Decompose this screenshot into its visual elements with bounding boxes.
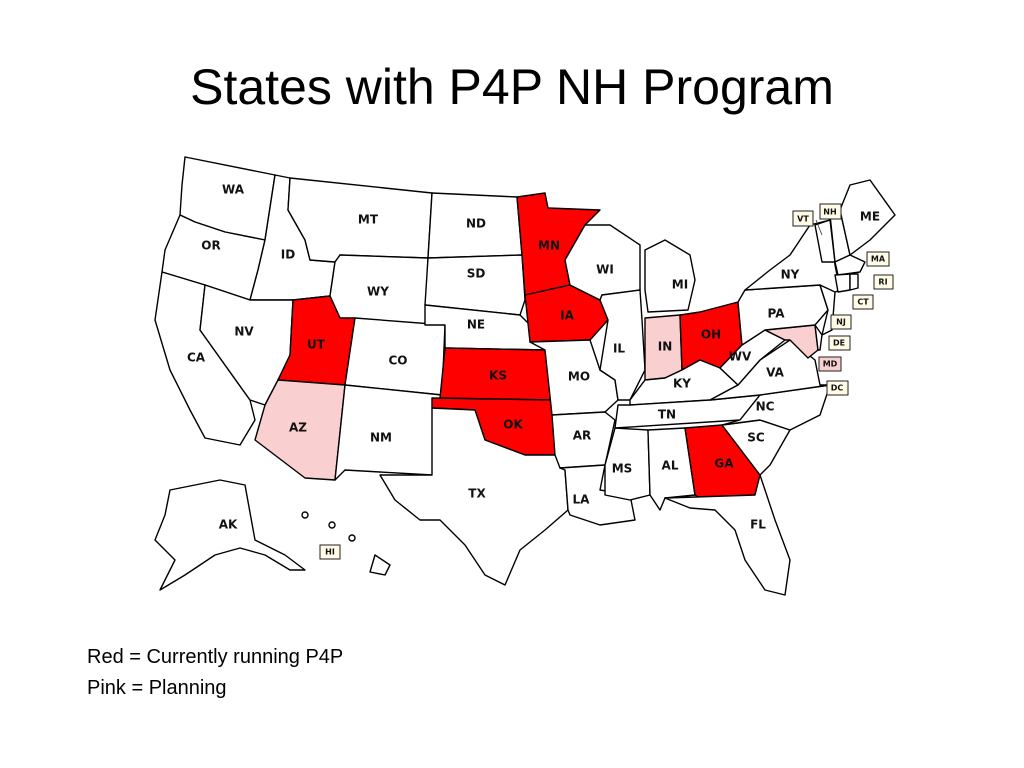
label-ms: MS <box>611 461 633 476</box>
label-mi: MI <box>671 277 689 292</box>
label-ga: GA <box>714 456 734 471</box>
label-ks: KS <box>489 368 507 383</box>
label-nc: NC <box>755 399 775 414</box>
label-pa: PA <box>767 306 785 321</box>
label-sd: SD <box>466 266 486 281</box>
label-ny: NY <box>780 267 800 282</box>
label-de: DE <box>832 338 846 348</box>
label-wa: WA <box>222 182 244 197</box>
label-dc: DC <box>830 383 844 393</box>
label-ar: AR <box>572 428 592 443</box>
label-wi: WI <box>596 262 614 277</box>
us-states-map <box>150 150 910 600</box>
label-hi: HI <box>325 547 335 557</box>
label-wv: WV <box>728 349 752 364</box>
label-ky: KY <box>673 376 691 391</box>
label-nj: NJ <box>836 317 846 327</box>
hi-island-1 <box>302 512 308 518</box>
label-ia: IA <box>560 308 574 323</box>
label-nm: NM <box>370 430 392 445</box>
label-fl: FL <box>750 517 766 532</box>
label-in: IN <box>657 339 673 354</box>
label-mn: MN <box>538 238 560 253</box>
label-va: VA <box>766 365 784 380</box>
label-ma: MA <box>870 254 886 264</box>
label-ok: OK <box>503 417 523 432</box>
label-co: CO <box>388 353 408 368</box>
us-map-svg <box>150 150 910 600</box>
label-il: IL <box>612 341 626 356</box>
label-ne: NE <box>466 317 486 332</box>
label-nd: ND <box>465 216 487 231</box>
label-la: LA <box>572 492 590 507</box>
state-hi <box>370 555 390 575</box>
label-tx: TX <box>468 486 486 501</box>
hi-island-2 <box>329 522 335 528</box>
label-wy: WY <box>367 284 389 299</box>
page-title: States with P4P NH Program <box>190 59 834 115</box>
hi-island-3 <box>349 535 355 541</box>
state-ri <box>850 274 858 290</box>
label-mt: MT <box>357 212 379 227</box>
label-oh: OH <box>700 327 722 342</box>
state-mi <box>645 240 695 312</box>
state-ct <box>835 274 850 292</box>
label-ct: CT <box>857 297 869 307</box>
label-or: OR <box>201 238 221 253</box>
label-ut: UT <box>307 337 325 352</box>
label-ri: RI <box>878 277 888 287</box>
label-tn: TN <box>657 407 677 422</box>
label-ca: CA <box>186 350 206 365</box>
legend <box>87 642 343 704</box>
label-mo: MO <box>567 369 591 384</box>
label-nv: NV <box>234 324 254 339</box>
label-me: ME <box>859 209 881 224</box>
label-md: MD <box>822 359 838 369</box>
label-al: AL <box>661 458 679 473</box>
label-nh: NH <box>823 207 837 217</box>
state-ak <box>155 480 305 590</box>
legend-running: Red = Currently running P4P <box>87 646 344 668</box>
label-vt: VT <box>797 214 809 224</box>
label-az: AZ <box>289 420 307 435</box>
label-id: ID <box>280 247 296 262</box>
legend-planning: Pink = Planning <box>87 677 227 699</box>
label-ak: AK <box>218 517 238 532</box>
label-sc: SC <box>747 430 765 445</box>
